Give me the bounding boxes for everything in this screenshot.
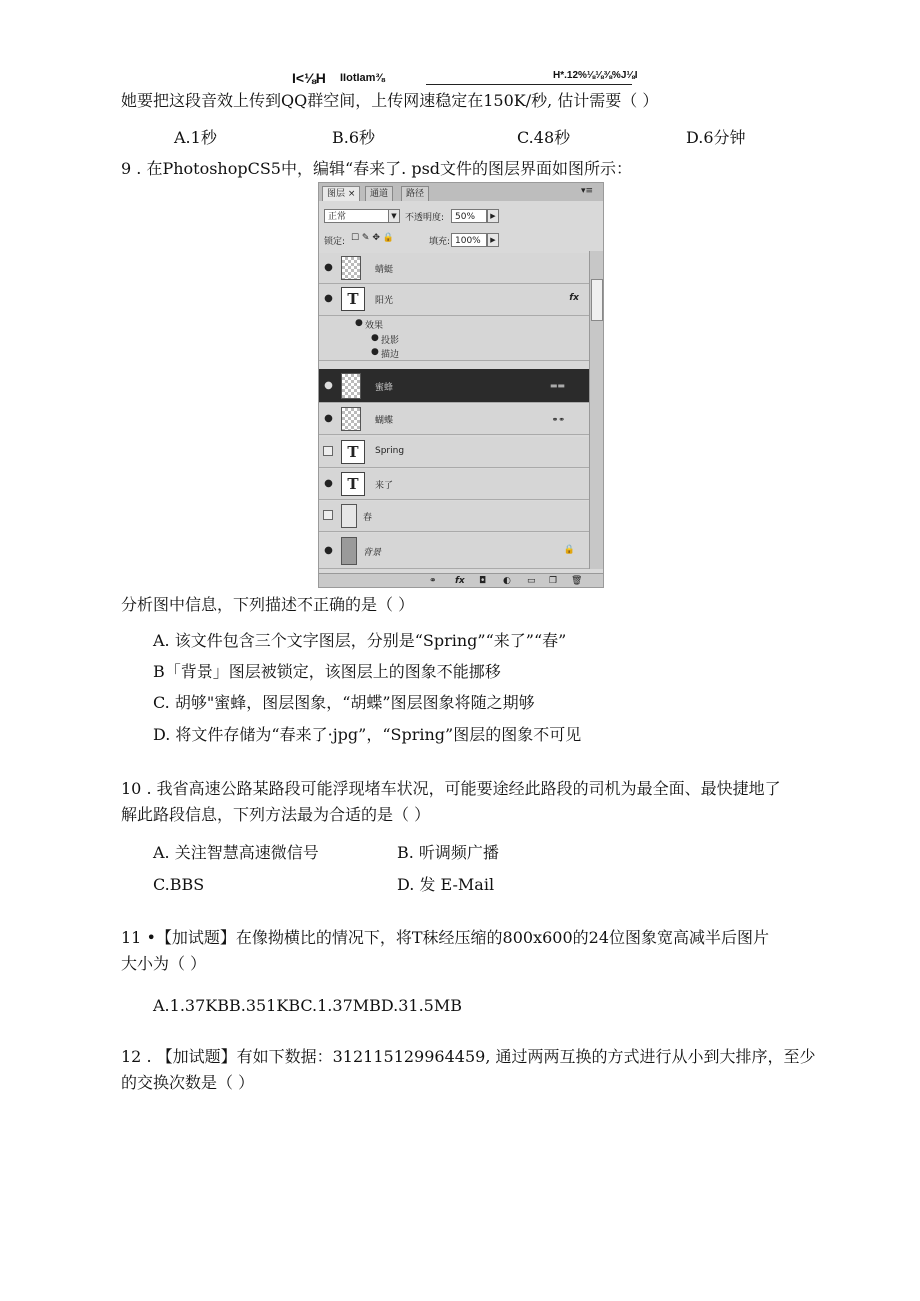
chevron-down-icon[interactable]: ▼ xyxy=(388,209,400,223)
q9-option-c: C. 胡够"蜜蜂，图层图象，“胡蝶”图层图象将随之期够 xyxy=(153,693,535,712)
q12-stem-line2: 的交换次数是（ ） xyxy=(121,1073,255,1092)
layer-thumbnail xyxy=(341,407,361,431)
q10-option-b: B. 听调频广播 xyxy=(397,843,499,862)
eye-icon[interactable]: ● xyxy=(324,413,333,424)
effect-drop-shadow[interactable] xyxy=(319,332,589,346)
opacity-label: 不透明度: xyxy=(405,213,445,223)
folder-icon[interactable]: ▭ xyxy=(527,576,536,586)
q9-prompt: 分析图中信息，下列描述不正确的是（ ） xyxy=(121,595,415,614)
link-icon: ⚭⚭ xyxy=(551,415,565,424)
lock-row xyxy=(319,229,603,251)
header-fragment-left: I<⅛H xyxy=(292,70,326,86)
q8-option-a: A.1秒 xyxy=(174,128,217,147)
q12-stem-line1: 12 . 【加试题】有如下数据：312115129964459, 通过两两互换的方式进行从小到大排序，至少 xyxy=(121,1047,816,1066)
eye-icon[interactable]: ● xyxy=(324,478,333,489)
layer-thumbnail xyxy=(341,504,357,528)
layer-row-laile[interactable] xyxy=(319,469,589,500)
eye-icon[interactable]: ● xyxy=(324,545,333,556)
panel-menu-icon[interactable]: ▾≡ xyxy=(581,186,594,196)
layer-row-spring[interactable] xyxy=(319,437,589,468)
effects-icon: ● xyxy=(355,318,363,328)
q8-option-d: D.6分钟 xyxy=(686,128,746,147)
lock-label: 锁定: xyxy=(324,237,346,247)
link-layers-icon[interactable]: ⚭ xyxy=(429,576,437,586)
opacity-arrow-icon[interactable]: ▶ xyxy=(487,209,499,223)
text-layer-thumbnail: T xyxy=(341,287,365,311)
effect-name: 描边 xyxy=(381,350,400,360)
eye-icon[interactable]: ● xyxy=(324,293,333,304)
layers-panel-screenshot xyxy=(318,182,604,588)
effect-name: 投影 xyxy=(381,336,400,346)
q10-stem-line2: 解此路段信息，下列方法最为合适的是（ ） xyxy=(121,805,431,824)
panel-bottom-toolbar xyxy=(319,573,603,588)
fill-label: 填充: xyxy=(429,237,451,247)
q9-option-d: D. 将文件存储为“春来了·jpg”，“Spring”图层的图象不可见 xyxy=(153,725,582,744)
text-layer-thumbnail: T xyxy=(341,440,365,464)
effect-stroke[interactable] xyxy=(319,346,589,361)
header-underline xyxy=(426,84,632,85)
layer-name: 蜻蜓 xyxy=(375,265,394,275)
layer-row-dragonfly[interactable] xyxy=(319,253,589,284)
eye-icon[interactable]: ● xyxy=(324,262,333,273)
q10-option-d: D. 发 E-Mail xyxy=(397,875,495,894)
layer-row-background[interactable] xyxy=(319,533,589,569)
effects-label: 效果 xyxy=(365,321,384,331)
fill-arrow-icon[interactable]: ▶ xyxy=(487,233,499,247)
fx-icon[interactable]: fx xyxy=(455,576,465,586)
layer-row-butterfly[interactable] xyxy=(319,404,589,435)
q8-option-c: C.48秒 xyxy=(517,128,571,147)
layer-thumbnail xyxy=(341,373,361,399)
eye-icon[interactable]: ● xyxy=(371,333,379,343)
fill-input[interactable]: 100% xyxy=(451,233,487,247)
layer-row-chun[interactable] xyxy=(319,501,589,532)
q11-stem-line2: 大小为（ ） xyxy=(121,954,207,973)
tab-paths[interactable]: 路径 xyxy=(401,186,429,201)
layer-name: 背景 xyxy=(363,548,382,558)
layer-name: 来了 xyxy=(375,481,394,491)
visibility-off-box[interactable] xyxy=(323,446,333,456)
text-layer-thumbnail: T xyxy=(341,472,365,496)
new-layer-icon[interactable]: ❐ xyxy=(549,576,558,586)
tab-layers[interactable]: 图层 × xyxy=(322,186,360,201)
q9-stem: 9 . 在PhotoshopCS5中，编辑“春来了. psd文件的图层界面如图所示： xyxy=(121,159,633,178)
layer-thumbnail xyxy=(341,256,361,280)
link-icon: ▬▬ xyxy=(549,381,565,390)
layer-row-sunlight[interactable] xyxy=(319,284,589,316)
layer-row-bee-selected[interactable] xyxy=(319,369,589,403)
tab-channels[interactable]: 通道 xyxy=(365,186,393,201)
q9-option-a: A. 该文件包含三个文字图层，分别是“Spring”“来了”“春” xyxy=(153,631,567,650)
layer-name: 春 xyxy=(363,513,373,523)
scrollbar-thumb[interactable] xyxy=(591,279,603,321)
layer-name: 阳光 xyxy=(375,296,394,306)
layer-thumbnail xyxy=(341,537,357,565)
layer-name: Spring xyxy=(375,446,405,456)
q8-option-b: B.6秒 xyxy=(332,128,376,147)
lock-options-icons[interactable]: ☐ ✎ ✥ 🔒 xyxy=(351,233,394,243)
header-fragment-left2: IIotIam⅜ xyxy=(340,72,385,84)
mask-icon[interactable]: ◘ xyxy=(479,576,487,586)
trash-icon[interactable]: 🗑 xyxy=(571,576,583,586)
fx-icon[interactable]: fx xyxy=(569,293,579,303)
q10-option-c: C.BBS xyxy=(153,875,205,894)
eye-icon[interactable]: ● xyxy=(371,347,379,357)
adjustment-icon[interactable]: ◐ xyxy=(503,576,511,586)
layer-name: 蜜蜂 xyxy=(375,383,394,393)
lock-icon: 🔒 xyxy=(563,545,575,555)
opacity-input[interactable]: 50% xyxy=(451,209,487,223)
panel-tab-bar xyxy=(319,183,603,201)
visibility-off-box[interactable] xyxy=(323,510,333,520)
q10-option-a: A. 关注智慧高速微信号 xyxy=(153,843,319,862)
blend-row xyxy=(319,205,603,227)
q11-options: A.1.37KBB.351KBC.1.37MBD.31.5MB xyxy=(153,996,462,1015)
q10-stem-line1: 10 . 我省高速公路某路段可能浮现堵车状况，可能要途经此路段的司机为最全面、最快捷地了 xyxy=(121,779,781,798)
blend-mode-select[interactable]: 正常 xyxy=(324,209,400,223)
q8-stem: 她要把这段音效上传到QQ群空间，上传网速稳定在150K/秒, 估计需要（ ） xyxy=(121,91,659,110)
q11-stem-line1: 11 •【加试题】在像拗横比的情况下，将T秣经压缩的800x600的24位图象宽高减半后图片 xyxy=(121,928,770,947)
eye-icon[interactable]: ● xyxy=(324,380,333,391)
layer-name: 蝴蝶 xyxy=(375,416,394,426)
effects-row[interactable] xyxy=(319,316,589,332)
header-fragment-right: H*.12%⅛⅛⅜%J⅛I xyxy=(553,70,638,81)
q9-option-b: B「背景」图层被锁定，该图层上的图象不能挪移 xyxy=(153,662,501,681)
